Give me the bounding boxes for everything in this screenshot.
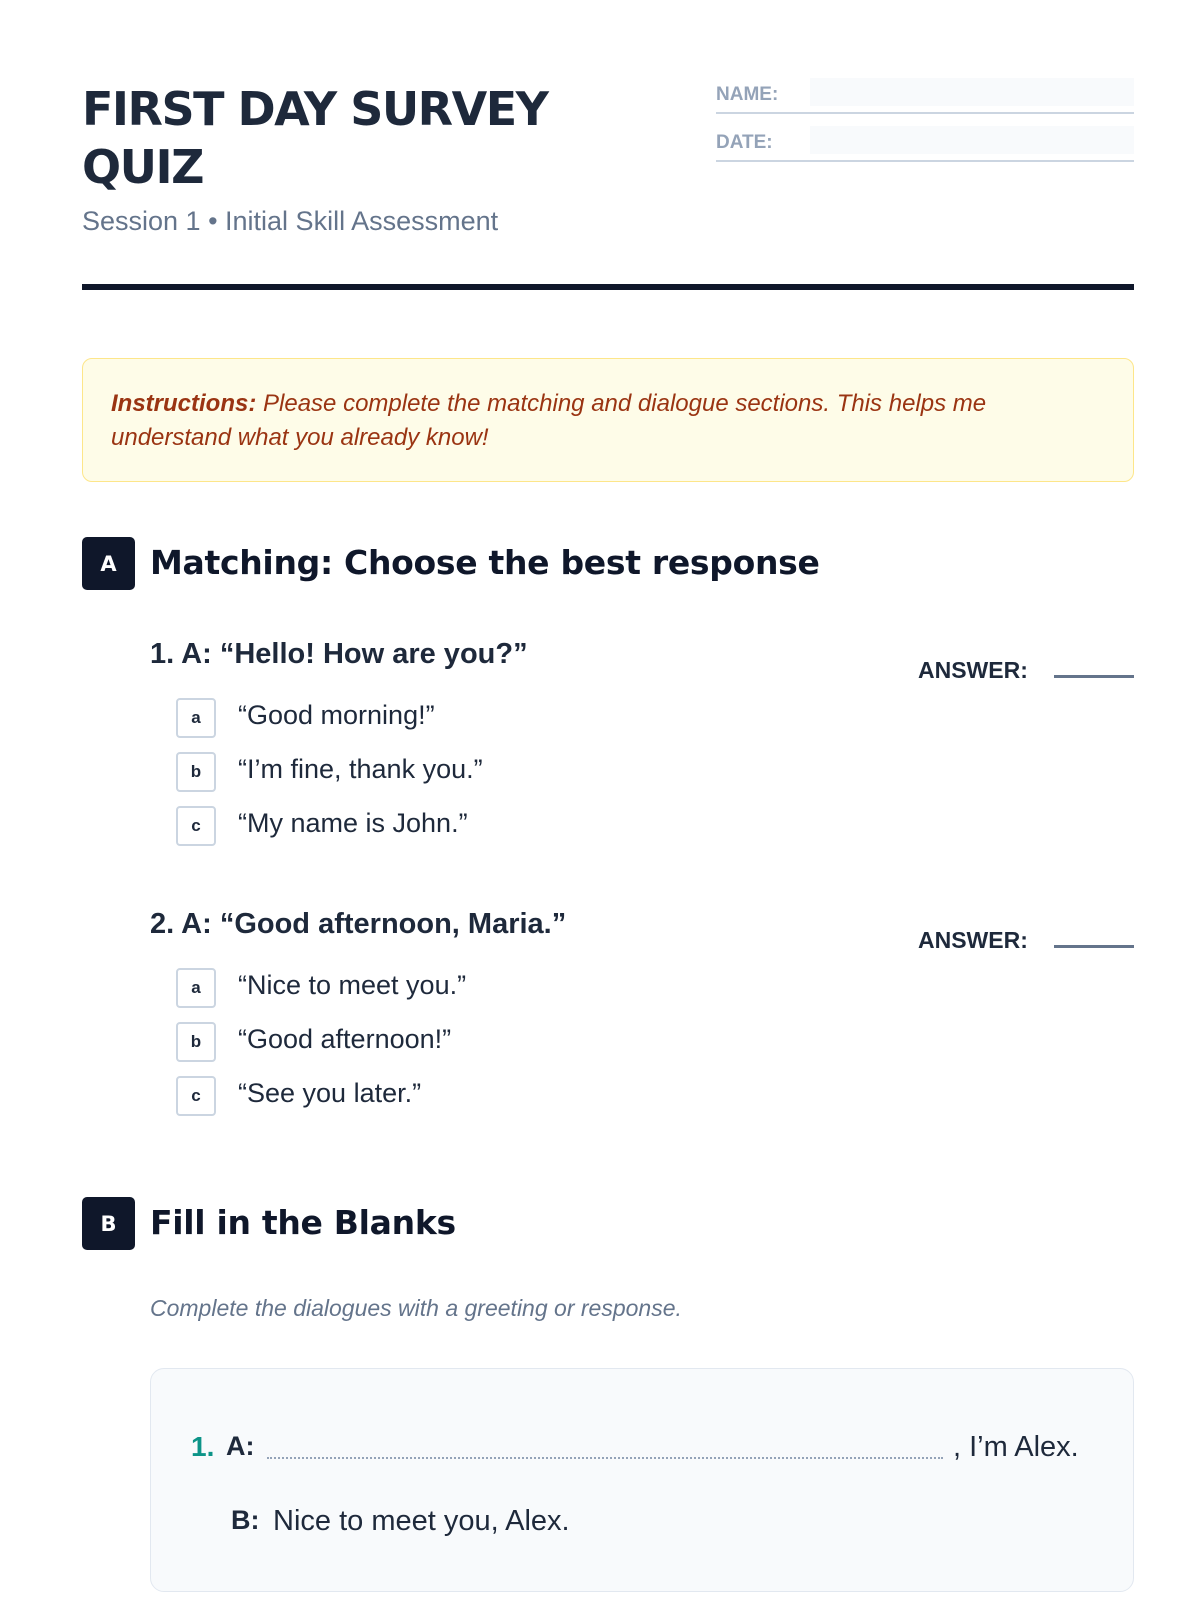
option-text: “Nice to meet you.” — [238, 970, 467, 1000]
question-2-answer-blank[interactable] — [1054, 945, 1134, 948]
dialogue-1-card — [150, 1368, 1134, 1592]
section-a-badge: A — [82, 537, 135, 590]
date-input[interactable] — [810, 126, 1134, 154]
section-a-title: Matching: Choose the best response — [150, 543, 820, 582]
page-subtitle: Session 1 • Initial Skill Assessment — [82, 206, 499, 236]
instructions-text: Please complete the matching and dialogue sections. This helps me understand what you already know! — [111, 390, 987, 451]
header-divider — [82, 284, 1134, 290]
section-b-directions: Complete the dialogues with a greeting or response. — [150, 1295, 682, 1321]
dialogue-1-speaker-b: B: — [231, 1505, 260, 1535]
option-text: “See you later.” — [238, 1078, 422, 1108]
question-2-prompt: 2. A: “Good afternoon, Maria.” — [150, 908, 567, 940]
dialogue-1-number: 1. — [191, 1431, 215, 1462]
option-text: “My name is John.” — [238, 808, 468, 838]
page-title: FIRST DAY SURVEY QUIZ — [82, 82, 548, 194]
option-key: b — [176, 752, 216, 792]
instructions-label: Instructions: — [111, 390, 257, 417]
question-2-answer-label: ANSWER: — [918, 927, 1028, 953]
name-field[interactable] — [716, 78, 1134, 114]
instructions-box — [82, 358, 1134, 482]
option-key: c — [176, 1076, 216, 1116]
section-b-badge: B — [82, 1197, 135, 1250]
date-label: DATE: — [716, 132, 773, 153]
question-1-answer-label: ANSWER: — [918, 657, 1028, 683]
name-label: NAME: — [716, 84, 779, 105]
name-input[interactable] — [810, 78, 1134, 106]
dialogue-1-blank[interactable] — [267, 1457, 943, 1459]
dialogue-1-b-text: Nice to meet you, Alex. — [273, 1505, 570, 1537]
dialogue-1-speaker-a: A: — [226, 1431, 255, 1461]
date-field[interactable] — [716, 126, 1134, 162]
question-1-answer-blank[interactable] — [1054, 675, 1134, 678]
section-b-title: Fill in the Blanks — [150, 1203, 456, 1242]
dialogue-1-a-suffix: , I’m Alex. — [953, 1431, 1079, 1463]
option-key: a — [176, 698, 216, 738]
option-text: “I’m fine, thank you.” — [238, 754, 483, 784]
option-key: c — [176, 806, 216, 846]
option-key: a — [176, 968, 216, 1008]
option-text: “Good afternoon!” — [238, 1024, 452, 1054]
question-1-prompt: 1. A: “Hello! How are you?” — [150, 638, 528, 670]
option-text: “Good morning!” — [238, 700, 435, 730]
option-key: b — [176, 1022, 216, 1062]
